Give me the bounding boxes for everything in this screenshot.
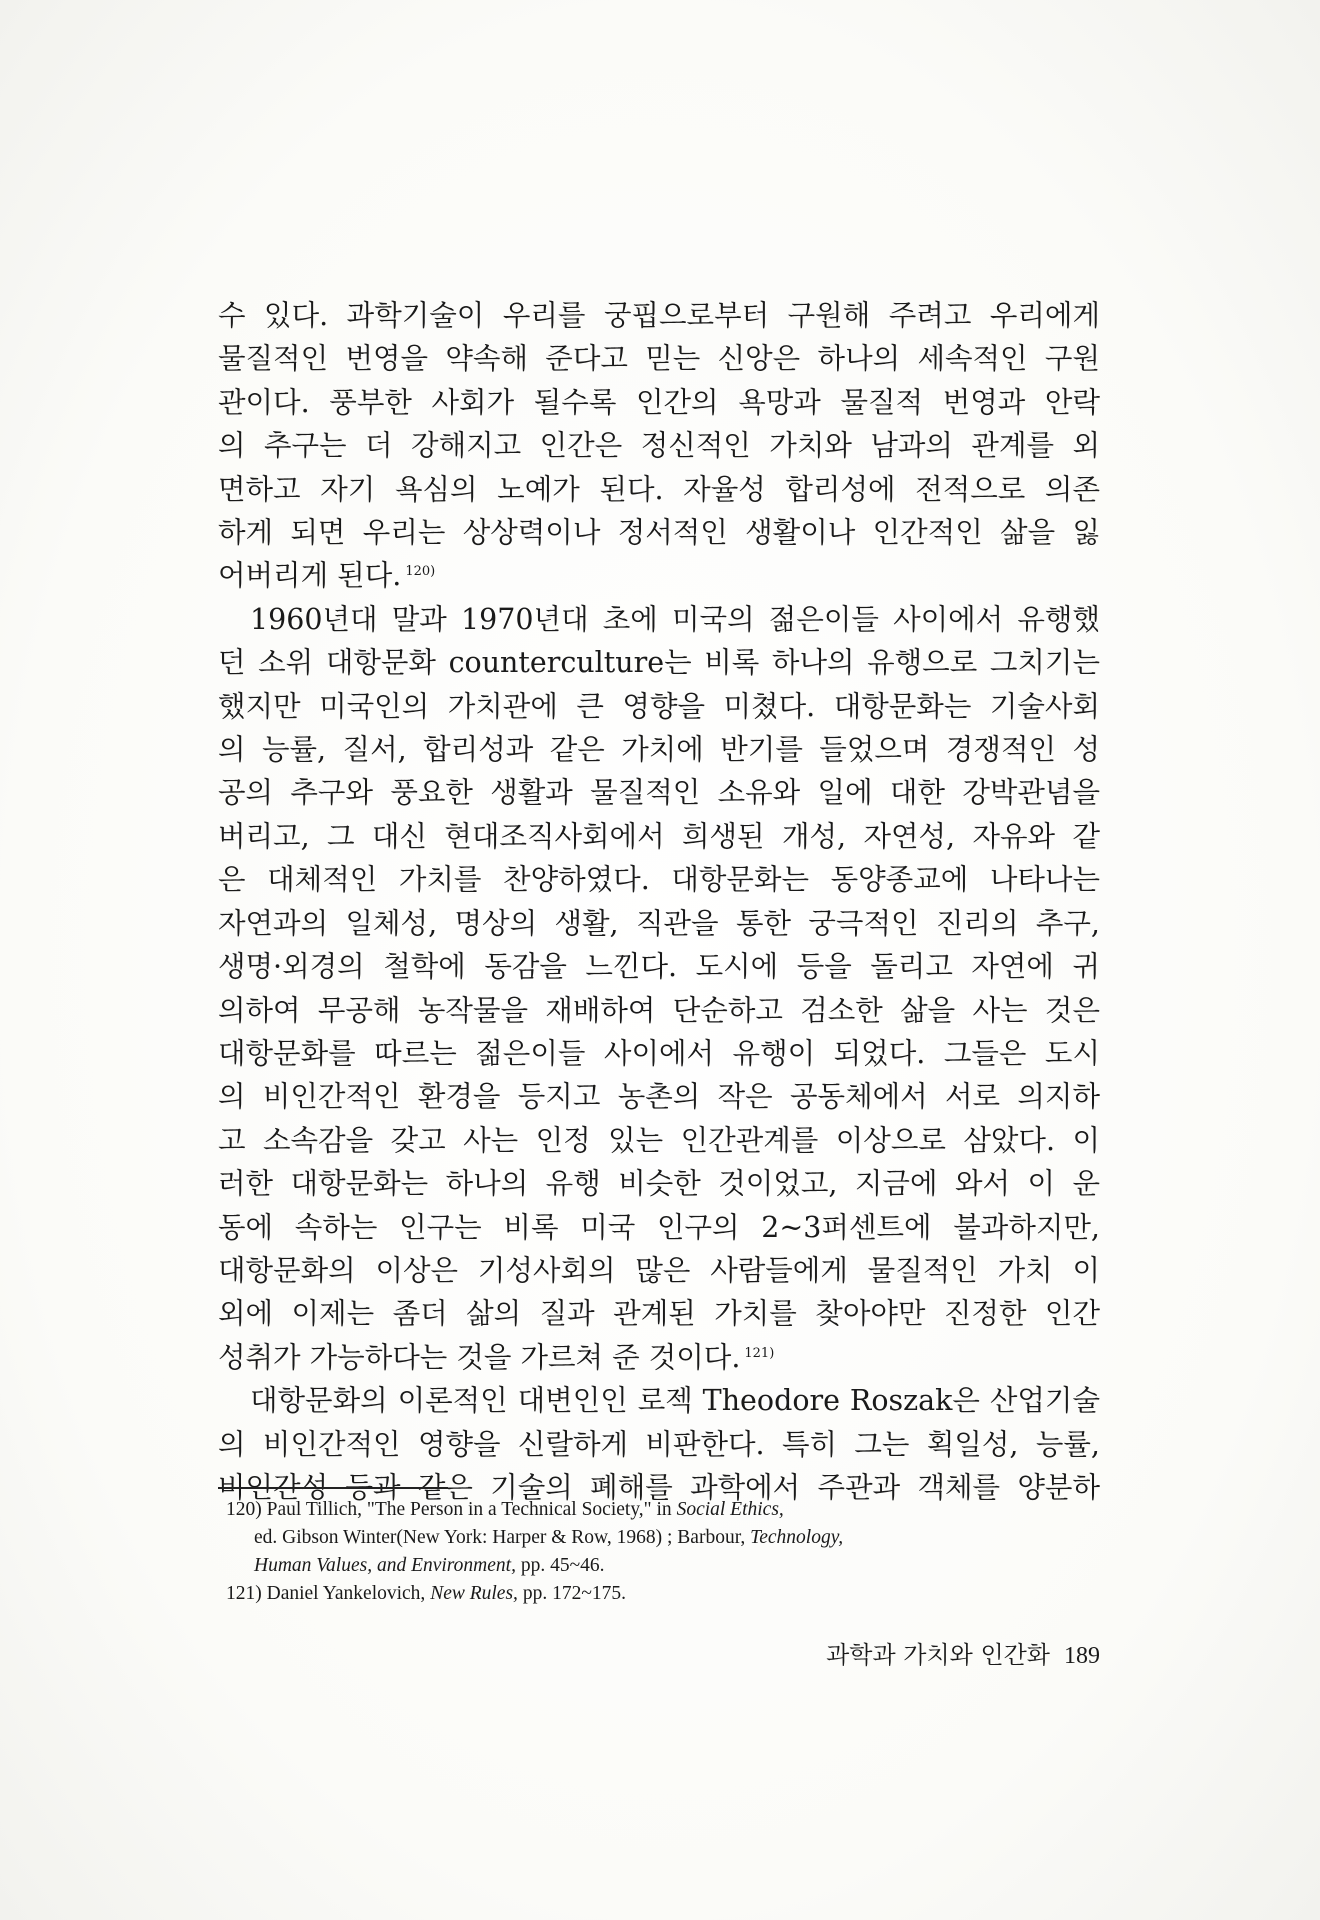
text-line: 1960년대 말과 1970년대 초에 미국의 젊은이들 사이에서 유행했 <box>250 602 1100 636</box>
footnote-121 <box>226 1580 1100 1608</box>
paragraph-2 <box>218 598 1100 1379</box>
text-line: 생명·외경의 철학에 동감을 느낀다. 도시에 등을 돌리고 자연에 귀 <box>218 950 1100 984</box>
text-line: 동에 속하는 인구는 비록 미국 인구의 2~3퍼센트에 불과하지만, <box>218 1210 1100 1244</box>
footnote-title: Social Ethics, <box>676 1499 784 1520</box>
text-line: 의 비인간적인 환경을 등지고 농촌의 작은 공동체에서 서로 의지하 <box>218 1080 1100 1114</box>
text-line: 고 소속감을 갖고 사는 인정 있는 인간관계를 이상으로 삼았다. 이 <box>218 1123 1100 1157</box>
body-text <box>218 294 1100 1509</box>
text-line: 대항문화를 따르는 젊은이들 사이에서 유행이 되었다. 그들은 도시 <box>218 1036 1100 1070</box>
text-line: 자연과의 일체성, 명상의 생활, 직관을 통한 궁극적인 진리의 추구, <box>218 906 1100 940</box>
footnote-text: ed. Gibson Winter(New York: Harper & Row, 1968) ; Barbour, <box>254 1527 746 1548</box>
footnotes <box>226 1496 1100 1608</box>
text-fragment: 어버리게 된다. <box>218 559 402 593</box>
footnote-title: New Rules, <box>430 1583 518 1604</box>
footnote-ref: 121) <box>744 1345 775 1361</box>
text-line: 수 있다. 과학기술이 우리를 궁핍으로부터 구원해 주려고 우리에게 <box>218 299 1100 332</box>
text-line: 비인간성 등과 같은 기술의 폐해를 과학에서 주관과 객체를 양분하 <box>218 1470 1100 1504</box>
footnote-number: 120) <box>226 1499 262 1520</box>
text-line: 물질적인 번영을 약속해 준다고 믿는 신앙은 하나의 세속적인 구원 <box>218 342 1100 376</box>
text-line: 대항문화의 이론적인 대변인인 로젝 Theodore Roszak은 산업기술 <box>250 1384 1100 1418</box>
footnote-120-cont <box>226 1552 1100 1580</box>
text-fragment: 성취가 가능하다는 것을 가르쳐 준 것이다. <box>218 1340 741 1374</box>
footnote-pages: pp. 45~46. <box>520 1555 605 1576</box>
text-line: 의 능률, 질서, 합리성과 같은 가치에 반기를 들었으며 경쟁적인 성 <box>218 733 1100 767</box>
paragraph-3 <box>218 1379 1100 1509</box>
text-line: 공의 추구와 풍요한 생활과 물질적인 소유와 일에 대한 강박관념을 <box>218 776 1100 810</box>
footnote-ref: 120) <box>405 564 436 580</box>
footnote-text: Paul Tillich, "The Person in a Technical Society," in <box>266 1499 672 1520</box>
text-line: 의 추구는 더 강해지고 인간은 정신적인 가치와 남과의 관계를 외 <box>218 429 1100 463</box>
text-line: 러한 대항문화는 하나의 유행 비슷한 것이었고, 지금에 와서 이 운 <box>218 1167 1100 1201</box>
footnote-120 <box>226 1496 1100 1524</box>
text-line: 대항문화의 이상은 기성사회의 많은 사람들에게 물질적인 가치 이 <box>218 1253 1100 1287</box>
paragraph-1 <box>218 294 1100 598</box>
text-line: 버리고, 그 대신 현대조직사회에서 희생된 개성, 자연성, 자유와 같 <box>218 819 1100 853</box>
footnote-number: 121) <box>226 1583 262 1604</box>
text-line: 관이다. 풍부한 사회가 될수록 인간의 욕망과 물질적 번영과 안락 <box>218 385 1100 419</box>
text-line: 던 소위 대항문화 counterculture는 비록 하나의 유행으로 그치기는 <box>218 646 1100 680</box>
footnote-title: Technology, <box>750 1527 844 1548</box>
text-line: 은 대체적인 가치를 찬양하였다. 대항문화는 동양종교에 나타나는 <box>218 863 1100 897</box>
text-line: 외에 이제는 좀더 삶의 질과 관계된 가치를 찾아야만 진정한 인간 <box>218 1297 1100 1331</box>
text-line: 의 비인간적인 영향을 신랄하게 비판한다. 특히 그는 획일성, 능률, <box>218 1427 1100 1461</box>
text-line: 의하여 무공해 농작물을 재배하여 단순하고 검소한 삶을 사는 것은 <box>218 993 1100 1027</box>
text-line: 하게 되면 우리는 상상력이나 정서적인 생활이나 인간적인 삶을 잃 <box>218 516 1100 550</box>
footnote-text: Daniel Yankelovich, <box>266 1583 426 1604</box>
footnote-title: Human Values, and Environment, <box>254 1555 516 1576</box>
text-line: 했지만 미국인의 가치관에 큰 영향을 미쳤다. 대항문화는 기술사회 <box>218 689 1100 723</box>
text-line <box>218 554 1100 597</box>
footnote-pages: pp. 172~175. <box>522 1583 626 1604</box>
footnote-120-cont <box>226 1524 1100 1552</box>
text-line: 면하고 자기 욕심의 노예가 된다. 자율성 합리성에 전적으로 의존 <box>218 472 1100 506</box>
page-footer <box>742 1635 1100 1670</box>
running-title: 과학과 가치와 인간화 <box>826 1641 1050 1669</box>
page-number: 189 <box>1064 1643 1100 1669</box>
text-line <box>218 1336 1100 1379</box>
footnote-rule <box>218 1487 448 1489</box>
